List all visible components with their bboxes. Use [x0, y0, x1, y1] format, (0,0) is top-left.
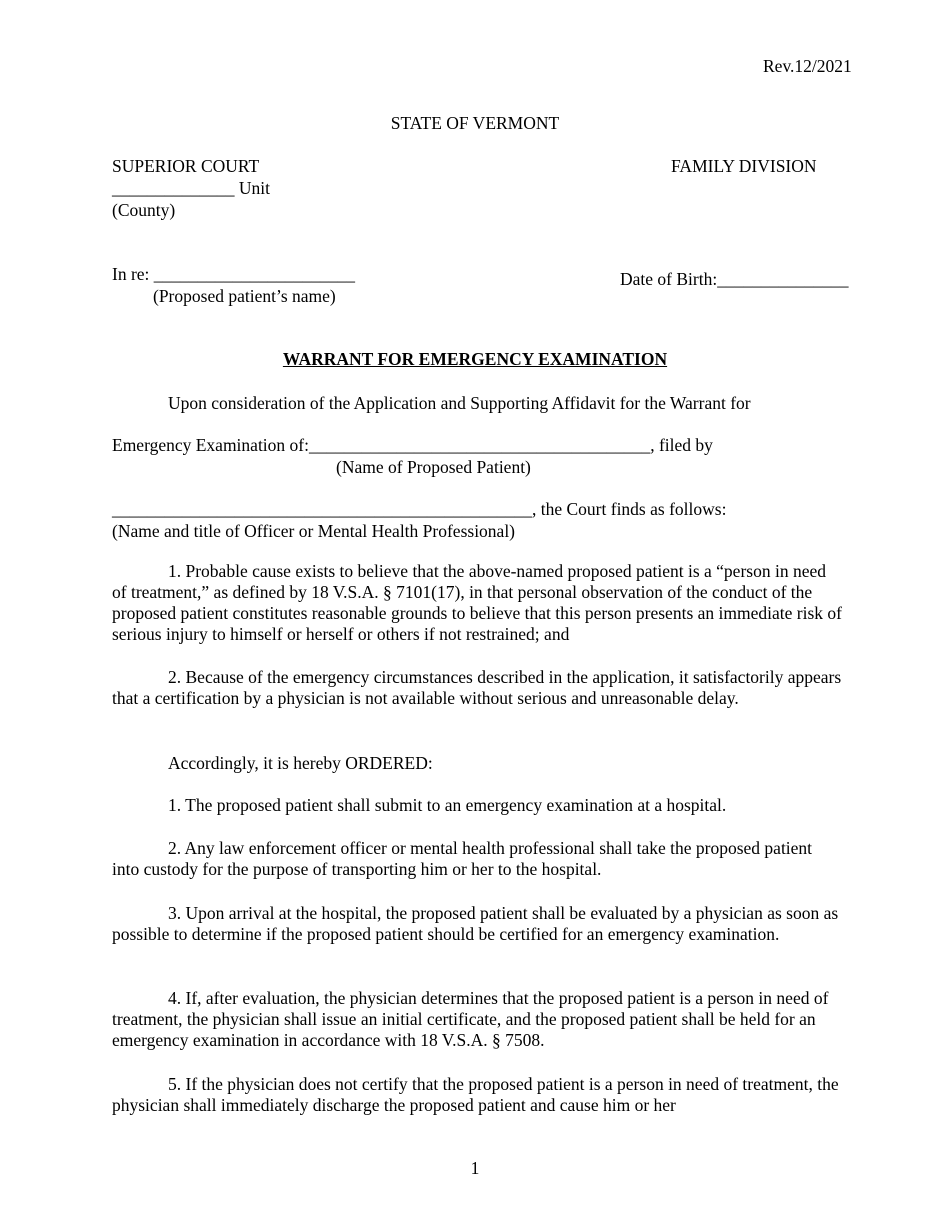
- revision-label: Rev.12/2021: [763, 56, 852, 76]
- ordered-intro: Accordingly, it is hereby ORDERED:: [168, 753, 433, 773]
- order-4: 4. If, after evaluation, the physician determines that the proposed patient is a person in need of treatment, the physician shall issue an initial certificate, and the proposed patient shall be held for an emergency examination in accordance with 18 V.S.A. § 7508.: [112, 988, 829, 1050]
- intro-line-2: Emergency Examination of:_______________________________________, filed by: [112, 435, 713, 455]
- finding-2: 2. Because of the emergency circumstances described in the application, it satisfactorily appears that a certification by a physician is not available without serious and unreasonable delay.: [112, 667, 842, 708]
- page-number: 1: [470, 1158, 480, 1178]
- unit-line: ______________ Unit: [112, 178, 270, 198]
- date-of-birth-line: Date of Birth:_______________: [620, 269, 849, 289]
- order-2: 2. Any law enforcement officer or mental health professional shall take the proposed patient into custody for the purpose of transporting him or her to the hospital.: [112, 838, 813, 879]
- intro-line-1: Upon consideration of the Application and Supporting Affidavit for the Warrant for: [168, 393, 751, 413]
- court-label: SUPERIOR COURT: [112, 156, 260, 176]
- order-5: 5. If the physician does not certify that the proposed patient is a person in need of treatment, the physician shall immediately discharge the proposed patient and cause him or her: [112, 1074, 839, 1115]
- in-re-line: In re: _______________________: [112, 264, 356, 284]
- intro-line-3: ________________________________________________, the Court finds as follows:: [112, 499, 727, 519]
- officer-label: (Name and title of Officer or Mental Health Professional): [112, 521, 516, 541]
- division-label: FAMILY DIVISION: [671, 156, 817, 176]
- finding-1: 1. Probable cause exists to believe that the above-named proposed patient is a “person in need of treatment,” as defined by 18 V.S.A. § 7101(17), in that personal observation of the conduct of the proposed patient constitutes reasonable grounds to believe that this person presents an immediate risk of serious injury to himself or herself or others if not restrained; and: [112, 561, 842, 644]
- document-title: WARRANT FOR EMERGENCY EXAMINATION: [282, 349, 668, 369]
- county-label: (County): [112, 200, 176, 220]
- order-3: 3. Upon arrival at the hospital, the proposed patient shall be evaluated by a physician as soon as possible to determine if the proposed patient should be certified for an emergency examination.: [112, 903, 839, 944]
- state-heading: STATE OF VERMONT: [390, 113, 560, 133]
- proposed-patient-name-label: (Name of Proposed Patient): [336, 457, 531, 477]
- order-1: 1. The proposed patient shall submit to an emergency examination at a hospital.: [168, 795, 727, 815]
- patient-name-label: (Proposed patient’s name): [153, 286, 336, 306]
